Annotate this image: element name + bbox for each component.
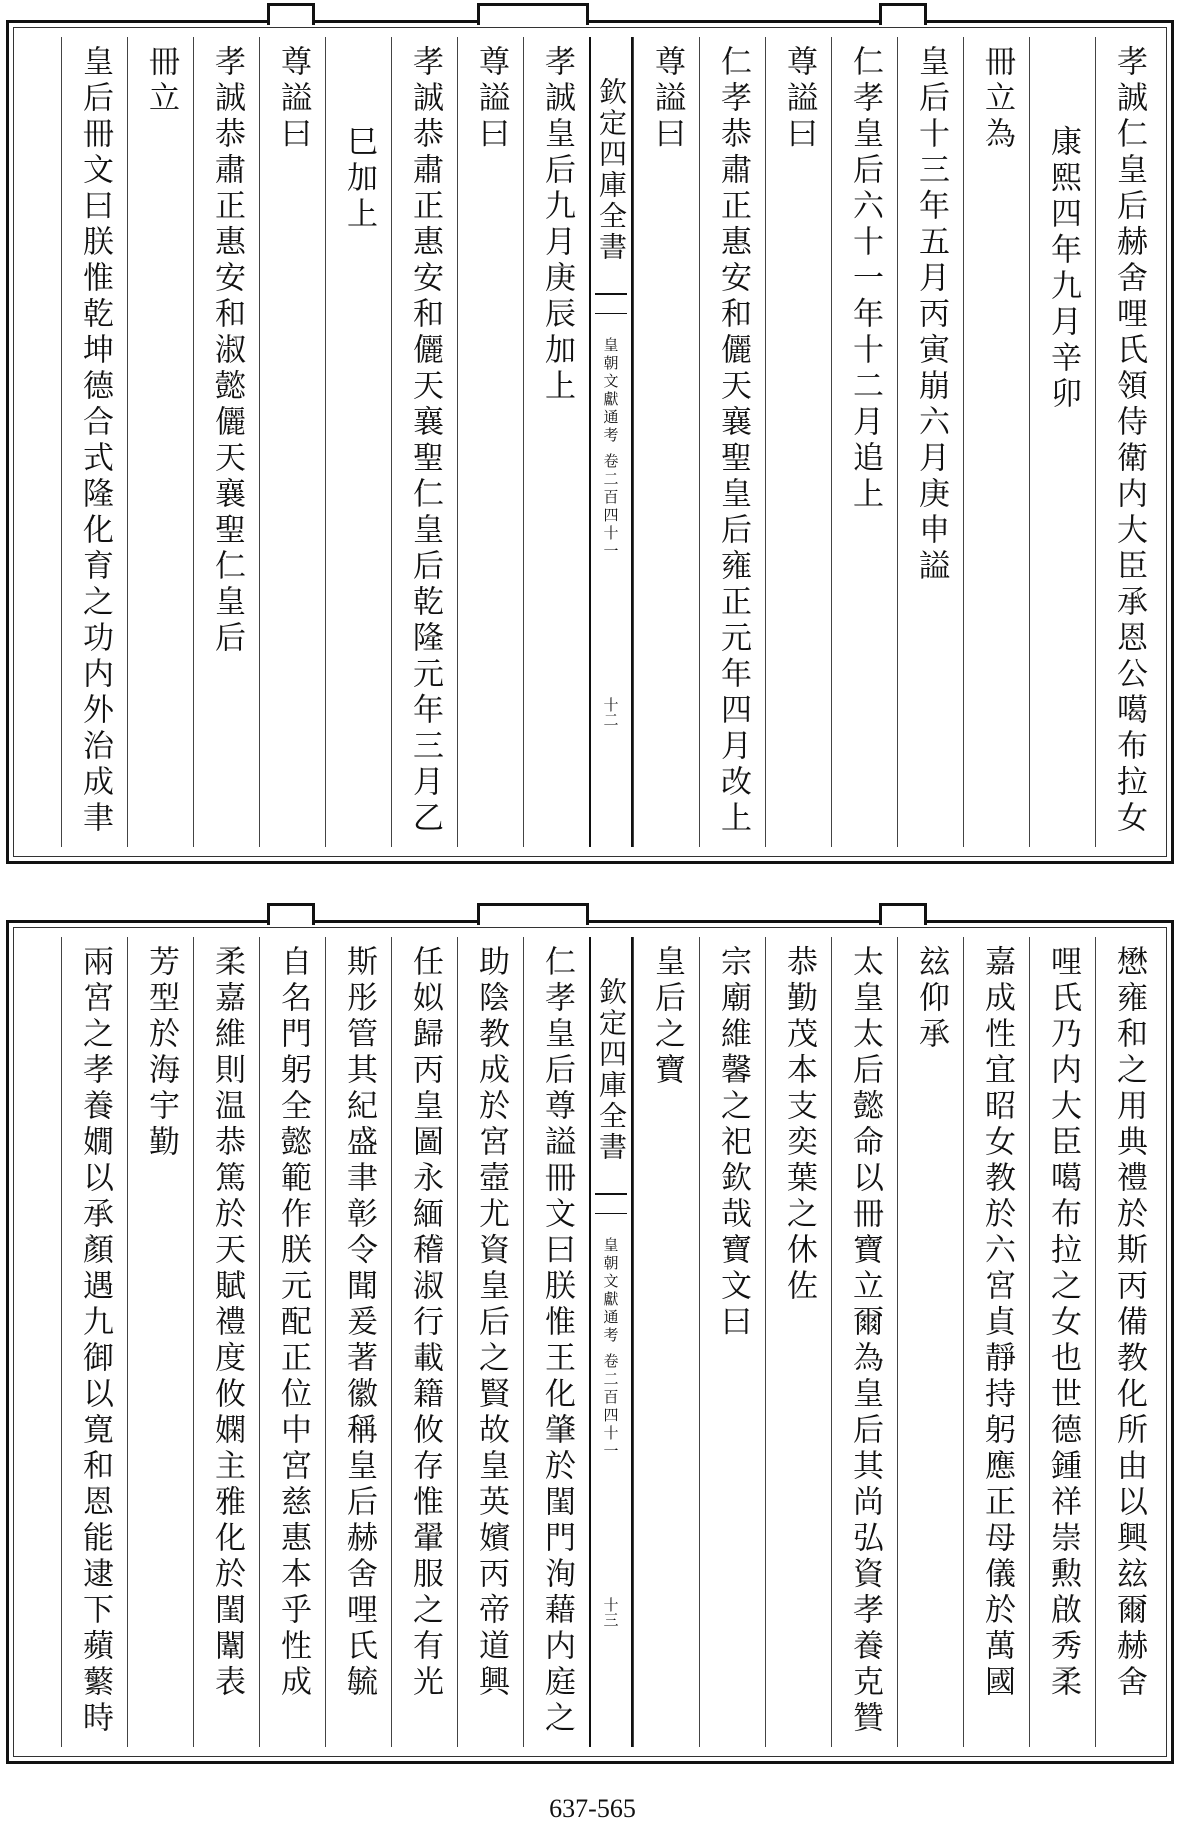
text-column	[193, 937, 259, 1747]
column-text: 太皇太后懿命以冊寶立爾為皇后其尚弘資孝養克贊	[847, 945, 883, 1737]
text-column	[457, 37, 523, 847]
column-text: 斯彤管其紀盛聿彰令聞爰著徽稱皇后赫舍哩氏毓	[341, 945, 377, 1701]
column-text: 任姒歸丙皇圖永緬稽淑行載籍攸存惟翬服之有光	[407, 945, 443, 1701]
column-text: 恭勤茂本支奕葉之休佐	[781, 945, 817, 1305]
column-text: 芳型於海宇勤	[143, 945, 179, 1161]
bottom-page	[6, 920, 1174, 1764]
column-text: 皇后冊文曰朕惟乾坤德合式隆化育之功内外治成聿	[77, 45, 113, 837]
text-column	[1095, 37, 1161, 847]
text-column	[325, 937, 391, 1747]
column-text: 嘉成性宜昭女教於六宮貞靜持躬應正母儀於萬國	[979, 945, 1015, 1701]
column-text: 康熙四年九月辛卯	[1045, 125, 1081, 413]
text-column	[963, 37, 1029, 847]
text-column	[259, 37, 325, 847]
column-text: 冊立為	[979, 45, 1015, 153]
fish-tail-mark	[595, 293, 627, 314]
text-column	[391, 37, 457, 847]
text-column	[831, 937, 897, 1747]
text-column	[963, 937, 1029, 1747]
column-text: 仁孝皇后六十一年十二月追上	[847, 45, 883, 513]
column-text: 孝誠仁皇后赫舍哩氏領侍衛内大臣承恩公噶布拉女	[1111, 45, 1147, 837]
column-text: 宗廟維馨之祀欽哉寶文曰	[715, 945, 751, 1341]
column-text: 孝誠皇后九月庚辰加上	[539, 45, 575, 405]
text-columns	[19, 937, 1161, 1747]
column-text: 哩氏乃内大臣噶布拉之女也世德鍾祥崇勲啟秀柔	[1045, 945, 1081, 1701]
text-column	[897, 37, 963, 847]
column-text: 仁孝皇后尊謚冊文曰朕惟王化肇於閨門洵藉内庭之	[539, 945, 575, 1737]
text-column	[765, 37, 831, 847]
fish-tail-mark	[595, 1193, 627, 1214]
source-label: 皇朝文獻通考 卷二百四十一	[601, 337, 620, 561]
book-title: 欽定四庫全書	[595, 77, 628, 263]
text-column	[127, 937, 193, 1747]
text-column	[523, 937, 589, 1747]
book-title: 欽定四庫全書	[595, 977, 628, 1163]
text-column	[325, 37, 391, 847]
text-column	[457, 937, 523, 1747]
column-text: 仁孝恭肅正惠安和儷天襄聖皇后雍正元年四月改上	[715, 45, 751, 837]
frame-notch	[267, 3, 315, 25]
text-column	[699, 37, 765, 847]
column-text: 皇后之寶	[649, 945, 685, 1089]
column-text: 懋雍和之用典禮於斯丙備教化所由以興玆爾赫舍	[1111, 945, 1147, 1701]
frame-notch	[879, 903, 927, 925]
text-column	[765, 937, 831, 1747]
text-column	[1029, 37, 1095, 847]
page-caption: 637-565	[549, 1794, 636, 1823]
column-text: 兩宮之孝養嫺以承顏遇九御以寛和恩能逮下蘋蘩時	[77, 945, 113, 1737]
column-text: 孝誠恭肅正惠安和淑懿儷天襄聖仁皇后	[209, 45, 245, 657]
column-text: 尊謚曰	[781, 45, 817, 153]
text-column	[699, 937, 765, 1747]
column-text: 孝誠恭肅正惠安和儷天襄聖仁皇后乾隆元年三月乙	[407, 45, 443, 837]
column-text: 自名門躬全懿範作朕元配正位中宮慈惠本乎性成	[275, 945, 311, 1701]
frame-notch	[477, 3, 589, 25]
text-column	[127, 37, 193, 847]
text-column	[523, 37, 589, 847]
text-column	[193, 37, 259, 847]
text-column	[61, 937, 127, 1747]
folio-number: 十三	[601, 1597, 620, 1627]
frame-notch	[477, 903, 589, 925]
text-column	[1029, 937, 1095, 1747]
text-column	[897, 937, 963, 1747]
column-text: 玆仰承	[913, 945, 949, 1053]
column-text: 尊謚曰	[473, 45, 509, 153]
column-text: 助陰教成於宮壼尤資皇后之賢故皇英嬪丙帝道興	[473, 945, 509, 1701]
text-column	[391, 937, 457, 1747]
column-text: 柔嘉維則温恭篤於天賦禮度攸嫻主雅化於閨闈表	[209, 945, 245, 1701]
text-column	[831, 37, 897, 847]
text-column	[1095, 937, 1161, 1747]
column-text: 尊謚曰	[649, 45, 685, 153]
frame-notch	[879, 3, 927, 25]
column-text: 皇后十三年五月丙寅崩六月庚申謚	[913, 45, 949, 585]
column-text: 冊立	[143, 45, 179, 117]
frame-notch	[267, 903, 315, 925]
center-margin	[589, 37, 633, 847]
column-text: 尊謚曰	[275, 45, 311, 153]
text-column	[259, 937, 325, 1747]
text-column	[633, 937, 699, 1747]
column-text: 巳加上	[341, 125, 377, 233]
text-columns	[19, 37, 1161, 847]
center-margin	[589, 937, 633, 1747]
top-page	[6, 20, 1174, 864]
source-label: 皇朝文獻通考 卷二百四十一	[601, 1237, 620, 1461]
text-column	[633, 37, 699, 847]
folio-number: 十二	[601, 697, 620, 727]
text-column	[61, 37, 127, 847]
